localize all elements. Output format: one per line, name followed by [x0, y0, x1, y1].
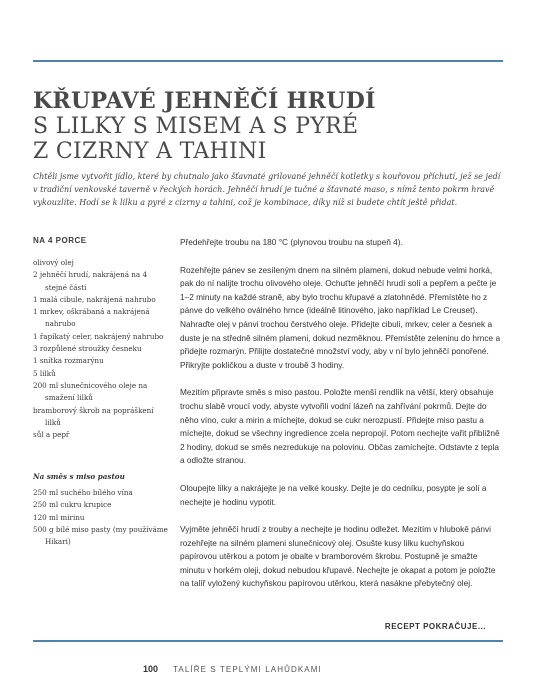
recipe-title — [33, 88, 503, 164]
ingredient-item: 250 ml suchého bílého vína — [33, 488, 133, 497]
ingredients-list — [33, 257, 168, 441]
portions-heading: NA 4 PORCE — [33, 236, 87, 245]
method-paragraph: Oloupejte lilky a nakrájejte je na velké kousky. Dejte je do cedníku, posypte je solí a nechejte je hodinu vypotit. — [180, 482, 487, 507]
miso-ingredients-list — [33, 487, 168, 548]
method-paragraph: Mezitím připravte směs s miso pastou. Položte menší rendlík na větší, který obsahuje trochu slabě vroucí vody, abyste vytvořili vodní lázeň na zahřívání pokrmů. Dejte do něho víno, cukr a mirin a míchejte, dokud se cukr nerozpustí. Přidejte miso pastu a míchejte, dokud se všechny ingredience zcela nepropojí. Potom nechejte vařit přibližně 2 hodiny, dokud se směs nezredukuje na polovinu. Občas zamíchejte. Odstavte z tepla a odložte stranou. — [180, 387, 500, 466]
ingredient-item: olivový olej — [33, 258, 74, 267]
bottom-rule — [33, 640, 503, 642]
ingredient-item: 1 malá cibule, nakrájená nahrubo — [33, 294, 156, 304]
method-paragraph: Rozehřejte pánev se zesíleným dnem na silném plameni, dokud nebude velmi horká, pak do ní nalijte trochu olivového oleje. Ochuťte jehněčí hrudí solí a pepřem a pečte je 1–2 minuty na každé straně, aby bylo trochu křupavé a zlatohnědé. Přemístěte ho z pánve do velkého oválného hrnce (ideálně litinového, jako například Le Creuset). Nahraďte olej v pánvi trochou čerstvého oleje. Přidejte cibuli, mrkev, celer a česnek a duste je na středně silném plameni, dokud nezměknou. Přemístěte zeleninu do hrnce a přidejte rozmarýn. Přilijte dostatečné množství vody, aby v ní bylo jehněčí ponořené. Přikryjte pokličkou a duste v troubě 3 hodiny. — [180, 264, 501, 370]
ingredient-item: sůl a pepř — [33, 430, 70, 440]
ingredient-item: 200 ml slunečnicového oleje na smažení lilků — [33, 380, 148, 403]
ingredient-item: 1 snítka rozmarýnu — [33, 356, 104, 366]
recipe-title-line-1: KŘUPAVÉ JEHNĚČÍ HRUDÍ — [33, 88, 376, 114]
ingredient-item: 2 jehněčí hrudí, nakrájená na 4 stejné části — [33, 270, 148, 292]
top-rule — [33, 60, 503, 62]
method-paragraph: Vyjměte jehněčí hrudí z trouby a nechejte je hodinu odležet. Mezitím v hlubokě pánvi rozehřejte na silném plameni slunečnicový olej. Osušte kusy lilku kuchyňskou papírovou utěrkou a potom je obalte v bramborovém škrobu. Postupně je smažte minutu v horkém oleji, dokud nebudou křupavé. Nechejte je okapat a potom je položte na talíř vyložený kuchyňskou papírovou utěrkou, která nasákne přebytečný olej. — [180, 524, 496, 589]
ingredient-item: 120 ml mirinu — [33, 512, 85, 522]
method-text — [180, 236, 502, 605]
ingredient-item: 1 řapíkatý celer, nakrájený nahrubo — [33, 331, 164, 341]
recipe-continues-note: RECEPT POKRAČUJE... — [384, 622, 486, 631]
running-head: TALÍŘE S TEPLÝMI LAHŮDKAMI — [173, 665, 322, 674]
miso-mix-heading: Na směs s miso pastou — [33, 472, 125, 481]
ingredient-item: 5 lilků — [33, 368, 56, 378]
ingredient-item: 250 ml cukru krupice — [33, 500, 112, 510]
method-paragraph: Předehřejte troubu na 180 °C (plynovou troubu na stupeň 4). — [180, 237, 403, 247]
ingredient-item: bramborový škrob na popráškení lilků — [33, 405, 154, 427]
recipe-intro: Chtěli jsme vytvořit jídlo, které by chutnalo jako šťavnaté grilované jehněčí kotletky s kouřovou příchutí, jež se jedí v tradiční venkovské taverně v řeckých horách. Jehněčí hrudí je tučné a šťavnaté maso, s nímž tento pokrm hravě vykouzlíte. Hodí se k lilku a pyré z cizrny a tahini, což je kombinace, díky níž si budete chtít ještě přidat. — [33, 172, 501, 207]
ingredient-item: 1 mrkev, oškrábaná a nakrájená nahrubo — [33, 307, 150, 329]
recipe-title-line-3: Z CIZRNY A TAHINI — [33, 139, 267, 164]
ingredient-item: 3 rozpůlené stroužky česneku — [33, 344, 142, 354]
ingredient-item: 500 g bílé miso pasty (my používáme Hikari) — [33, 524, 168, 547]
recipe-title-line-2: S LILKY S MISEM A S PYRÉ — [33, 114, 359, 139]
page-number: 100 — [143, 664, 159, 674]
